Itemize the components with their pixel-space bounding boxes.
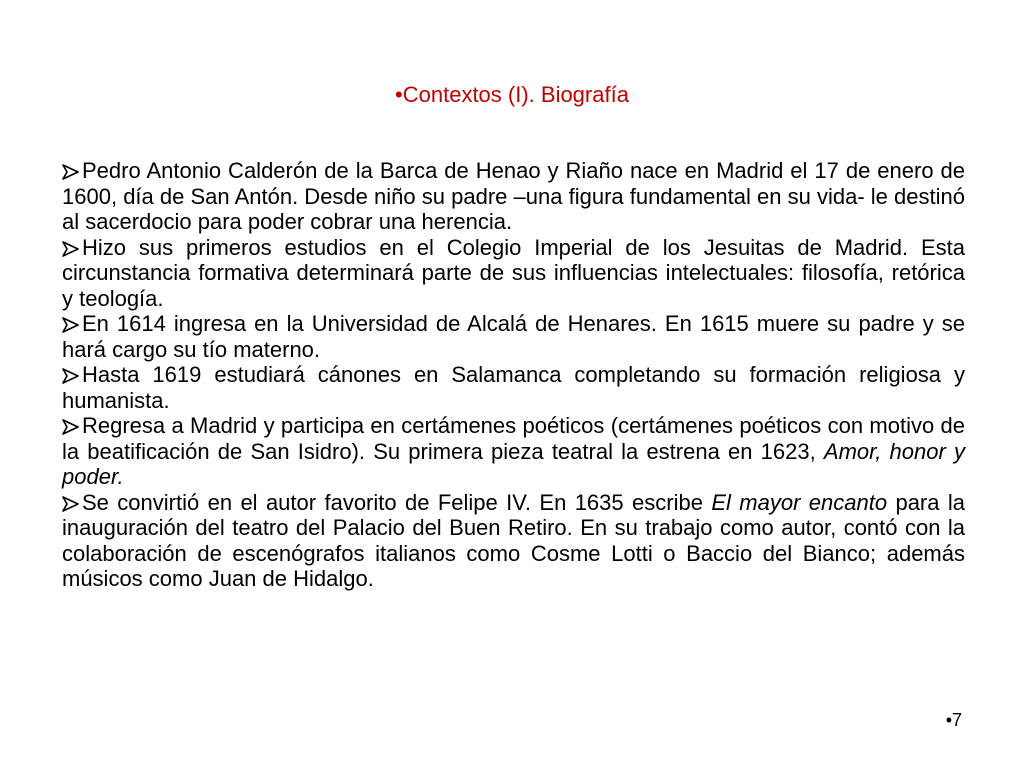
arrow-bullet-icon	[62, 496, 80, 512]
arrow-bullet-icon	[62, 419, 80, 435]
bullet-text: Regresa a Madrid y participa en certámenes poéticos (certámenes poéticos con motivo de la beatificación de San Isidro). Su primera pieza teatral la estrena en 1623,	[62, 413, 965, 464]
bullet-text: En 1614 ingresa en la Universidad de Alcalá de Henares. En 1615 muere su padre y se hará cargo su tío materno.	[62, 311, 965, 362]
bullet-item	[62, 235, 965, 312]
bullet-list	[62, 158, 965, 592]
arrow-bullet-icon	[62, 368, 80, 384]
page-number: •7	[945, 710, 962, 730]
arrow-bullet-icon	[62, 164, 80, 180]
bullet-item	[62, 362, 965, 413]
bullet-text: Hasta 1619 estudiará cánones en Salamanca completando su formación religiosa y humanista.	[62, 362, 965, 413]
bullet-text: Se convirtió en el autor favorito de Felipe IV. En 1635 escribe	[82, 489, 712, 515]
bullet-item	[62, 311, 965, 362]
bullet-text: Pedro Antonio Calderón de la Barca de Henao y Riaño nace en Madrid el 17 de enero de 1600, día de San Antón. Desde niño su padre –una figura fundamental en su vida- le destinó al sacerdocio para poder cobrar una herencia.	[62, 158, 965, 234]
bullet-item	[62, 413, 965, 490]
arrow-bullet-icon	[62, 317, 80, 333]
bullet-text: para la inauguración del teatro del Palacio del Buen Retiro. En su trabajo como autor, contó con la colaboración de escenógrafos italianos como Cosme Lotti o Baccio del Bianco; además músicos como Juan de Hidalgo.	[62, 489, 965, 591]
bullet-item	[62, 158, 965, 235]
work-title: El mayor encanto	[711, 489, 888, 515]
arrow-bullet-icon	[62, 241, 80, 257]
work-title: Amor, honor y poder.	[62, 438, 966, 489]
slide-title: •Contextos (I). Biografía	[395, 82, 629, 107]
bullet-text: Hizo sus primeros estudios en el Colegio Imperial de los Jesuitas de Madrid. Esta circunstancia formativa determinará parte de sus influencias intelectuales: filosofía, retórica y teología.	[62, 234, 965, 311]
bullet-item	[62, 490, 965, 592]
